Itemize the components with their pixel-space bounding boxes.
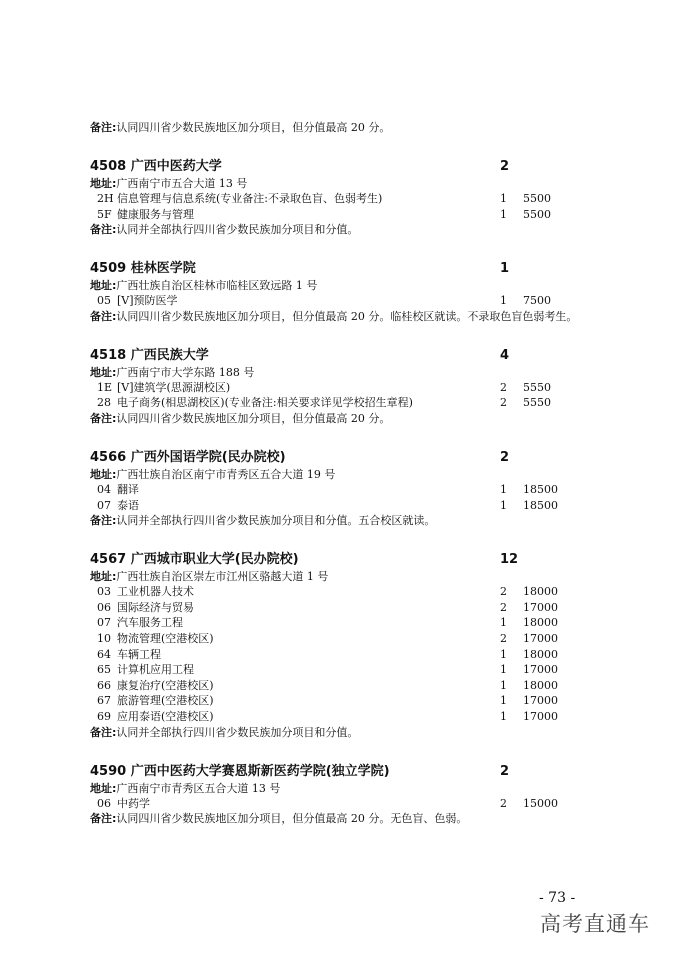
school-header [90, 347, 590, 365]
school-remark [90, 309, 590, 325]
major-tuition: 5550 [523, 380, 551, 394]
major-quota: 1 [500, 616, 507, 630]
school-header [90, 551, 590, 569]
school-remark [90, 725, 590, 741]
major-name: 翻译 [117, 482, 139, 496]
major-code: 06 [97, 600, 111, 614]
school-address [90, 781, 590, 796]
major-name: 电子商务(相思湖校区)(专业备注:相关要求详见学校招生章程) [117, 396, 413, 410]
school-code: 4566 [90, 449, 127, 465]
major-code: 28 [97, 396, 111, 410]
major-name: 物流管理(空港校区) [117, 631, 214, 645]
school-name: 广西外国语学院(民办院校) [130, 449, 286, 465]
major-quota: 1 [500, 647, 507, 661]
school-list [90, 158, 590, 827]
school-block [90, 449, 590, 529]
remark-text: 认同并全部执行四川省少数民族加分项目和分值。五合校区就读。 [116, 514, 436, 528]
major-quota: 1 [500, 678, 507, 692]
school-quota: 1 [500, 261, 510, 277]
school-address [90, 176, 590, 191]
school-address [90, 467, 590, 482]
major-quota: 1 [500, 207, 507, 221]
remark-text: 认同四川省少数民族地区加分项目，但分值最高 20 分。 [116, 121, 391, 134]
admission-list [90, 120, 590, 827]
major-row [90, 293, 590, 309]
major-row [90, 191, 590, 207]
major-tuition: 7500 [523, 294, 551, 308]
school-block [90, 763, 590, 828]
major-code: 06 [97, 796, 111, 810]
major-name: 汽车服务工程 [117, 616, 183, 630]
address-text: 广西壮族自治区桂林市临桂区致远路 1 号 [116, 279, 318, 293]
address-text: 广西南宁市青秀区五合大道 13 号 [116, 781, 281, 795]
school-code: 4509 [90, 261, 127, 277]
major-name: 中药学 [117, 796, 150, 810]
school-remark [90, 811, 590, 827]
remark-text: 认同四川省少数民族地区加分项目，但分值最高 20 分。 [116, 411, 391, 425]
school-code: 4567 [90, 552, 127, 568]
major-quota: 2 [500, 796, 507, 810]
remark-label: 备注: [90, 812, 117, 826]
school-remark [90, 411, 590, 427]
major-code: 07 [97, 498, 111, 512]
major-code: 03 [97, 585, 111, 599]
major-tuition: 15000 [523, 796, 558, 810]
major-row [90, 584, 590, 600]
address-text: 广西壮族自治区崇左市江州区骆越大道 1 号 [116, 570, 329, 584]
major-name: 国际经济与贸易 [117, 600, 194, 614]
major-code: 64 [97, 647, 111, 661]
major-code: 07 [97, 616, 111, 630]
remark-label: 备注: [90, 121, 117, 134]
major-tuition: 17000 [523, 663, 558, 677]
major-name: 车辆工程 [117, 647, 161, 661]
major-tuition: 18000 [523, 647, 558, 661]
major-code: 67 [97, 694, 111, 708]
major-tuition: 18500 [523, 498, 558, 512]
school-header [90, 260, 590, 278]
major-name: [V]预防医学 [117, 294, 178, 308]
address-label: 地址: [90, 781, 117, 795]
address-label: 地址: [90, 177, 117, 190]
major-tuition: 18000 [523, 678, 558, 692]
address-text: 广西南宁市大学东路 188 号 [116, 365, 255, 379]
major-row [90, 678, 590, 694]
major-code: 69 [97, 709, 111, 723]
major-tuition: 17000 [523, 709, 558, 723]
school-quota: 2 [500, 159, 510, 174]
major-row [90, 498, 590, 514]
school-name: 广西城市职业大学(民办院校) [130, 552, 299, 568]
major-quota: 2 [500, 380, 507, 394]
school-address [90, 569, 590, 584]
school-name: 广西中医药大学 [130, 159, 222, 174]
remark-label: 备注: [90, 309, 117, 323]
school-quota: 12 [500, 552, 519, 568]
major-code: 65 [97, 663, 111, 677]
major-row [90, 662, 590, 678]
major-quota: 1 [500, 663, 507, 677]
major-name: 健康服务与管理 [117, 207, 194, 221]
page-number: - 73 - [539, 890, 576, 906]
school-address [90, 278, 590, 293]
school-address [90, 365, 590, 380]
major-row [90, 709, 590, 725]
major-quota: 1 [500, 192, 507, 205]
school-block [90, 260, 590, 325]
major-row [90, 600, 590, 616]
school-block [90, 158, 590, 238]
major-quota: 1 [500, 482, 507, 496]
major-code: 2H [97, 192, 114, 205]
major-name: 应用泰语(空港校区) [117, 709, 214, 723]
address-text: 广西南宁市五合大道 13 号 [116, 177, 248, 190]
major-quota: 2 [500, 396, 507, 410]
school-code: 4590 [90, 763, 127, 779]
major-row [90, 380, 590, 396]
major-row [90, 395, 590, 411]
address-label: 地址: [90, 365, 117, 379]
major-code: 5F [97, 207, 112, 221]
school-header [90, 158, 590, 176]
school-block [90, 551, 590, 740]
remark-label: 备注: [90, 411, 117, 425]
major-tuition: 5500 [523, 207, 551, 221]
major-row [90, 207, 590, 223]
major-row [90, 615, 590, 631]
remark-label: 备注: [90, 223, 117, 237]
major-quota: 2 [500, 585, 507, 599]
major-tuition: 5500 [523, 192, 551, 205]
remark-label: 备注: [90, 725, 117, 739]
major-quota: 1 [500, 498, 507, 512]
major-code: 04 [97, 482, 111, 496]
major-name: 旅游管理(空港校区) [117, 694, 214, 708]
address-label: 地址: [90, 467, 117, 481]
major-tuition: 17000 [523, 600, 558, 614]
school-header [90, 449, 590, 467]
major-code: 10 [97, 631, 111, 645]
major-tuition: 18000 [523, 585, 558, 599]
watermark-text: 高考直通车 [540, 912, 650, 936]
address-text: 广西壮族自治区南宁市青秀区五合大道 19 号 [116, 467, 336, 481]
major-tuition: 18500 [523, 482, 558, 496]
school-remark [90, 513, 590, 529]
major-tuition: 17000 [523, 631, 558, 645]
top-remark [90, 120, 590, 136]
major-name: 工业机器人技术 [117, 585, 194, 599]
school-quota: 2 [500, 763, 510, 779]
school-quota: 4 [500, 347, 510, 363]
major-quota: 2 [500, 631, 507, 645]
school-code: 4508 [90, 159, 127, 174]
school-code: 4518 [90, 347, 127, 363]
major-row [90, 693, 590, 709]
major-tuition: 5550 [523, 396, 551, 410]
major-code: 66 [97, 678, 111, 692]
school-quota: 2 [500, 449, 510, 465]
major-tuition: 17000 [523, 694, 558, 708]
major-row [90, 647, 590, 663]
major-name: 泰语 [117, 498, 139, 512]
major-name: 计算机应用工程 [117, 663, 194, 677]
major-name: 信息管理与信息系统(专业备注:不录取色盲、色弱考生) [117, 192, 383, 205]
address-label: 地址: [90, 570, 117, 584]
major-name: 康复治疗(空港校区) [117, 678, 214, 692]
remark-text: 认同四川省少数民族地区加分项目，但分值最高 20 分。无色盲、色弱。 [116, 812, 468, 826]
school-name: 广西民族大学 [130, 347, 209, 363]
major-quota: 1 [500, 709, 507, 723]
remark-label: 备注: [90, 514, 117, 528]
address-label: 地址: [90, 279, 117, 293]
major-row [90, 631, 590, 647]
school-block [90, 347, 590, 427]
major-row [90, 482, 590, 498]
remark-text: 认同并全部执行四川省少数民族加分项目和分值。 [116, 725, 359, 739]
school-remark [90, 222, 590, 238]
school-name: 广西中医药大学赛恩斯新医药学院(独立学院) [130, 763, 390, 779]
major-name: [V]建筑学(思源湖校区) [117, 380, 231, 394]
remark-text: 认同四川省少数民族地区加分项目，但分值最高 20 分。临桂校区就读。不录取色盲色弱考生。 [116, 309, 578, 323]
major-code: 05 [97, 294, 111, 308]
major-row [90, 796, 590, 812]
remark-text: 认同并全部执行四川省少数民族加分项目和分值。 [116, 223, 359, 237]
school-name: 桂林医学院 [130, 261, 196, 277]
school-header [90, 763, 590, 781]
major-tuition: 18000 [523, 616, 558, 630]
major-quota: 1 [500, 294, 507, 308]
major-quota: 1 [500, 694, 507, 708]
major-code: 1E [97, 380, 113, 394]
major-quota: 2 [500, 600, 507, 614]
